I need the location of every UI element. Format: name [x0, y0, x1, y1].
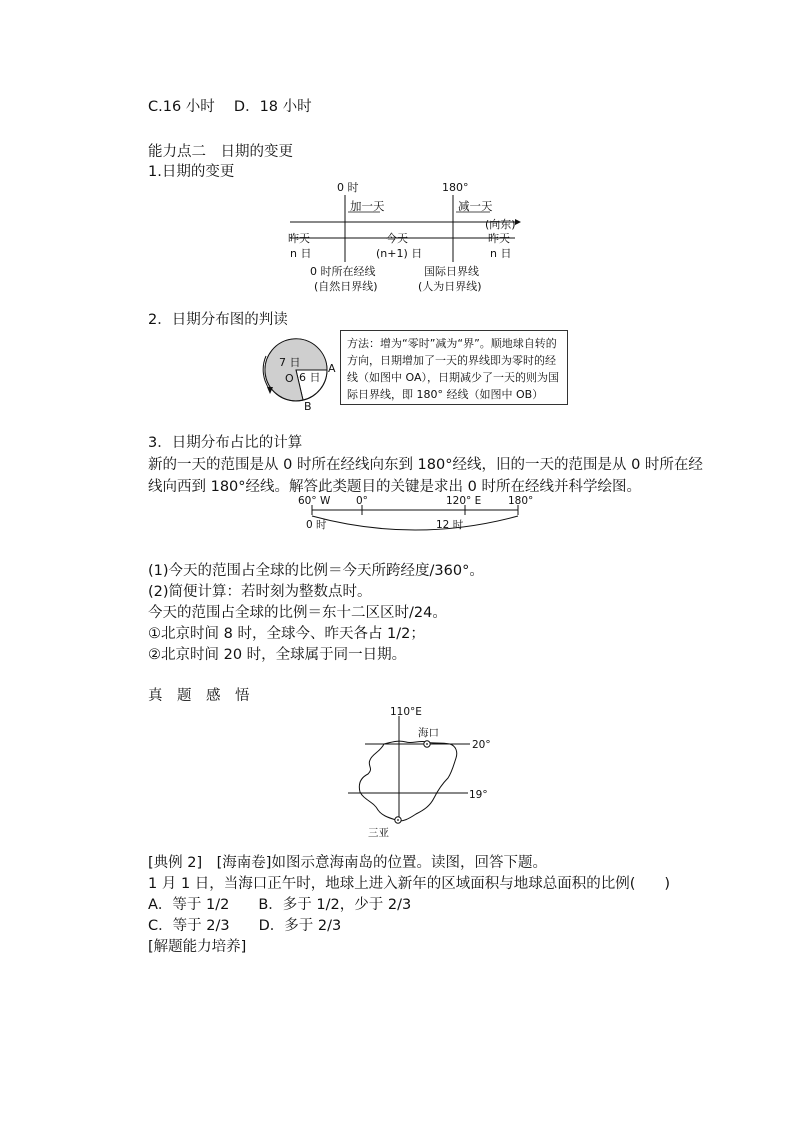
center-o-label: O [285, 372, 294, 385]
calc-line-1: (1)今天的范围占全球的比例＝今天所跨经度/360°。 [148, 563, 484, 579]
idl-label: 国际日界线 [424, 265, 479, 278]
lon-180-label: 180° [508, 495, 534, 507]
haikou-label: 海口 [418, 727, 439, 739]
item-1-title: 1.日期的变更 [148, 164, 235, 180]
hainan-map [340, 702, 510, 842]
add-day-label: 加一天 [350, 199, 385, 213]
label-0h: 0 时 [337, 181, 359, 194]
item-3-paragraph-line-2: 线向西到 180°经线。解答此类题目的关键是求出 0 时所在经线并科学绘图。 [148, 479, 641, 495]
point-a-label: A [328, 362, 336, 375]
n-day-left-label: n 日 [290, 247, 312, 260]
point-b-label: B [304, 400, 312, 413]
time-12-label: 12 时 [436, 519, 464, 531]
lon-110e-label: 110°E [390, 706, 422, 718]
today-label: 今天 [386, 232, 408, 245]
date-change-diagram [280, 180, 530, 295]
calc-line-4: ①北京时间 8 时，全球今、昨天各占 1/2； [148, 626, 425, 642]
question-text: 1 月 1 日，当海口正午时，地球上进入新年的区域面积与地球总面积的比例( ) [148, 876, 671, 892]
time-0-label: 0 时 [306, 519, 327, 531]
section-title: 能力点二 日期的变更 [148, 144, 293, 160]
natural-line-label: (自然日界线) [314, 280, 378, 293]
minus-day-label: 减一天 [458, 199, 493, 213]
date-range-diagram [290, 496, 540, 546]
item-3-paragraph-line-1: 新的一天的范围是从 0 时所在经线向东到 180°经线，旧的一天的范围是从 0 时所在经 [148, 457, 703, 473]
lat-19-label: 19° [469, 789, 488, 801]
meridian-0h-label: 0 时所在经线 [310, 265, 376, 278]
example-header: [典例 2] [海南卷]如图示意海南岛的位置。读图，回答下题。 [148, 855, 547, 871]
day-6-label: 6 日 [299, 371, 321, 384]
east-direction-label: (向东) [485, 218, 516, 231]
n-day-right-label: n 日 [490, 247, 512, 260]
calc-line-5: ②北京时间 20 时，全球属于同一日期。 [148, 647, 407, 663]
item-2-title: 2．日期分布图的判读 [148, 312, 288, 328]
yesterday-left-label: 昨天 [288, 232, 310, 245]
options-a-b: A．等于 1/2 B．多于 1/2，少于 2/3 [148, 897, 412, 913]
date-distribution-circle [258, 332, 338, 412]
n-plus-1-day-label: (n+1) 日 [376, 247, 423, 260]
lon-0-label: 0° [356, 495, 368, 507]
lon-60w-label: 60° W [298, 495, 331, 507]
calc-line-2: (2)简便计算：若时刻为整数点时。 [148, 584, 372, 600]
previous-answer-options: C.16 小时 D．18 小时 [148, 99, 312, 115]
calc-line-3: 今天的范围占全球的比例＝东十二区区时/24。 [148, 605, 447, 621]
lat-20-label: 20° [472, 739, 491, 751]
day-7-label: 7 日 [279, 356, 301, 369]
method-note-box: 方法：增为“零时”减为“界”。顺地球自转的方向，日期增加了一天的界线即为零时的经线（如图中 OA），日期减少了一天的则为国际日界线，即 180° 经线（如图中 OB） [340, 330, 568, 405]
artificial-line-label: (人为日界线) [418, 280, 482, 293]
options-c-d: C．等于 2/3 D．多于 2/3 [148, 918, 342, 934]
sanya-label: 三亚 [368, 827, 389, 839]
zhenti-heading: 真 题 感 悟 [148, 688, 250, 704]
lon-120e-label: 120° E [446, 495, 482, 507]
item-3-title: 3．日期分布占比的计算 [148, 435, 303, 451]
analysis-heading: [解题能力培养] [148, 939, 247, 955]
label-180: 180° [442, 181, 469, 194]
yesterday-right-label: 昨天 [488, 232, 510, 245]
